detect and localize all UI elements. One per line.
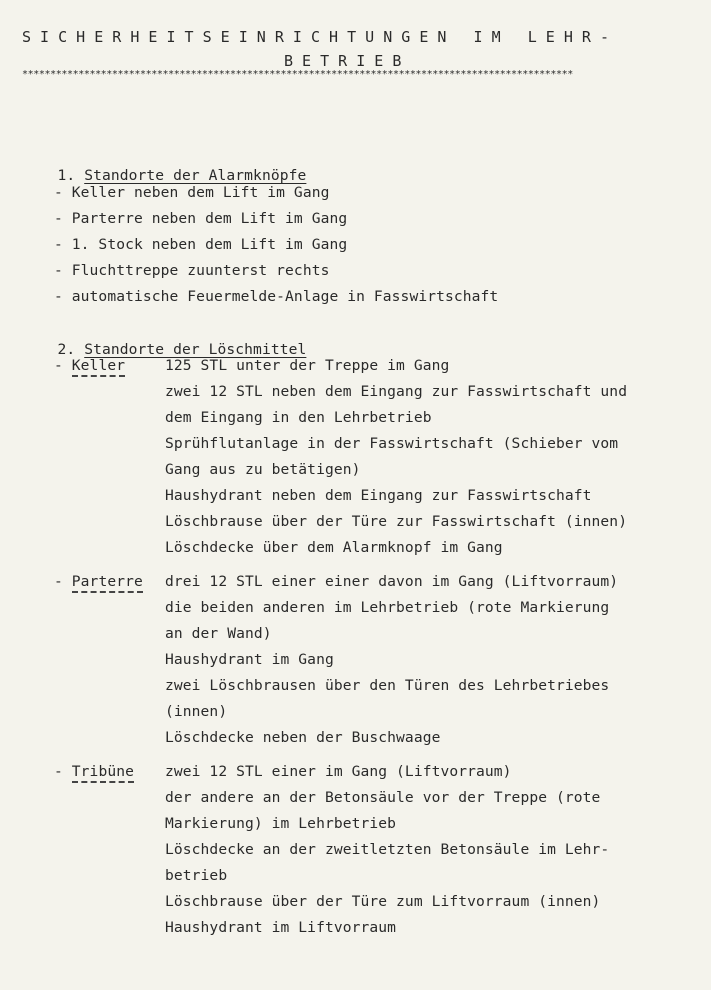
group-line: Markierung) im Lehrbetrieb — [165, 815, 397, 832]
section-1-number: 1. — [57, 167, 76, 184]
title-line-2: B E T R I E B — [284, 52, 402, 70]
group-line: zwei Löschbrausen über den Türen des Lehrbetriebes — [165, 677, 610, 694]
asterisk-divider: ************************************************************************************************** — [22, 70, 573, 80]
group-label-tribuene: - Tribüne — [54, 763, 134, 781]
group-line: Haushydrant neben dem Eingang zur Fasswirtschaft — [165, 487, 592, 504]
group-line: die beiden anderen im Lehrbetrieb (rote Markierung — [165, 599, 610, 616]
group-line: an der Wand) — [165, 625, 272, 642]
group-label-parterre: - Parterre — [54, 573, 143, 591]
group-line: drei 12 STL einer einer davon im Gang (Liftvorraum) — [165, 573, 619, 590]
group-line: Haushydrant im Liftvorraum — [165, 919, 397, 936]
group-label-keller: - Keller — [54, 357, 125, 375]
group-line: (innen) — [165, 703, 228, 720]
group-line: Haushydrant im Gang — [165, 651, 334, 668]
list-item: - 1. Stock neben dem Lift im Gang — [54, 236, 348, 253]
group-line: zwei 12 STL einer im Gang (Liftvorraum) — [165, 763, 512, 780]
group-line: Löschdecke über dem Alarmknopf im Gang — [165, 539, 503, 556]
title-line-1: S I C H E R H E I T S E I N R I C H T U N G E N I M L E H R - — [22, 28, 609, 46]
group-line: Gang aus zu betätigen) — [165, 461, 361, 478]
group-line: Löschbrause über der Türe zur Fasswirtschaft (innen) — [165, 513, 628, 530]
group-line: Sprühflutanlage in der Fasswirtschaft (Schieber vom — [165, 435, 619, 452]
list-item: - Keller neben dem Lift im Gang — [54, 184, 330, 201]
section-2-title: Standorte der Löschmittel — [84, 341, 307, 358]
group-line: Löschbrause über der Türe zum Liftvorraum (innen) — [165, 893, 601, 910]
group-line: 125 STL unter der Treppe im Gang — [165, 357, 450, 374]
group-line: dem Eingang in den Lehrbetrieb — [165, 409, 432, 426]
list-item: - Fluchttreppe zuunterst rechts — [54, 262, 330, 279]
group-line: betrieb — [165, 867, 228, 884]
list-item: - automatische Feuermelde-Anlage in Fasswirtschaft — [54, 288, 499, 305]
group-line: Löschdecke neben der Buschwaage — [165, 729, 441, 746]
group-line: zwei 12 STL neben dem Eingang zur Fasswirtschaft und — [165, 383, 628, 400]
group-line: der andere an der Betonsäule vor der Treppe (rote — [165, 789, 601, 806]
section-1-title: Standorte der Alarmknöpfe — [84, 167, 307, 184]
group-line: Löschdecke an der zweitletzten Betonsäule im Lehr- — [165, 841, 610, 858]
section-2-number: 2. — [57, 341, 76, 358]
list-item: - Parterre neben dem Lift im Gang — [54, 210, 348, 227]
